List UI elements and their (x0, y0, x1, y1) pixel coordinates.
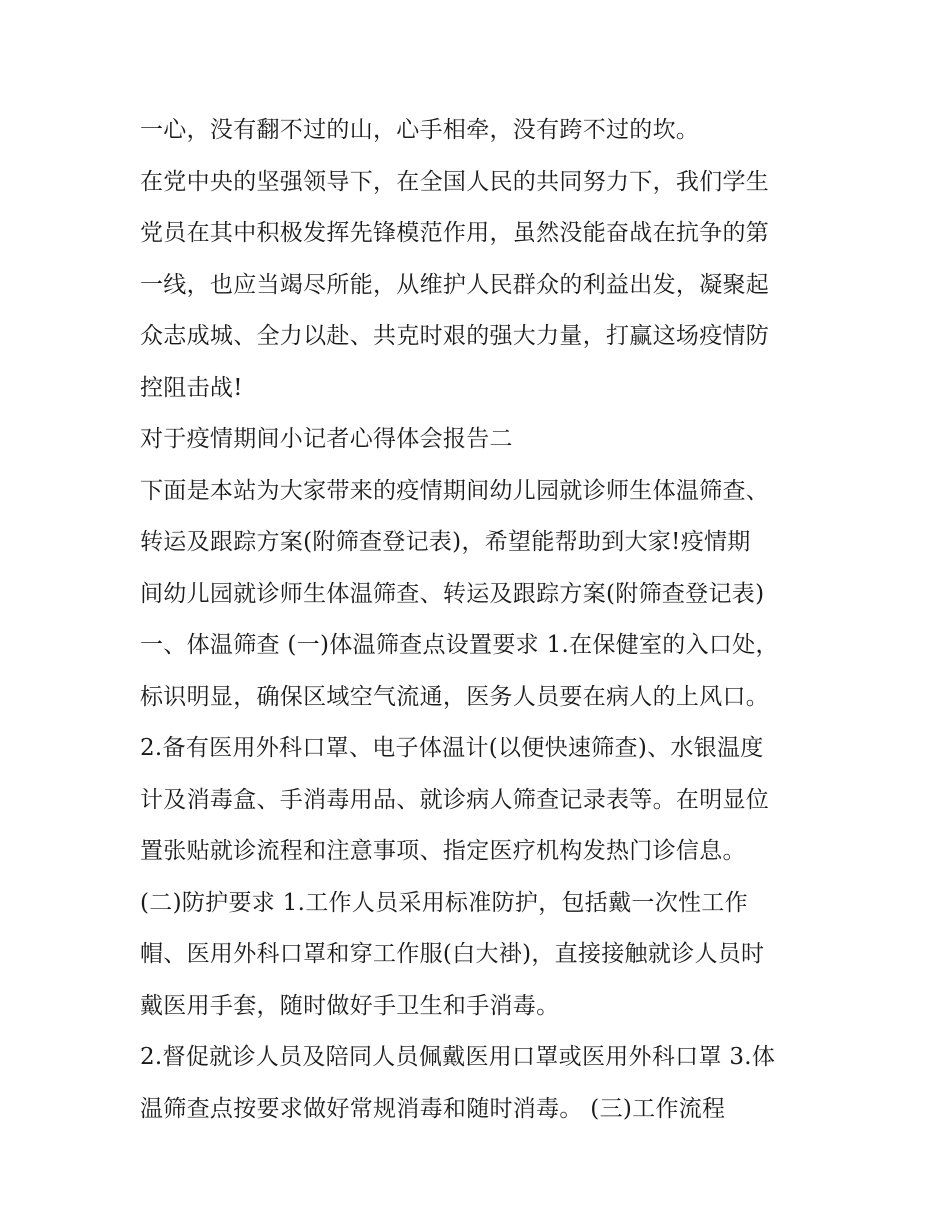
text-line: 在党中央的坚强领导下，在全国人民的共同努力下，我们学生 (140, 168, 770, 195)
text-line: 温筛查点按要求做好常规消毒和随时消毒。 (三)工作流程 (140, 1095, 726, 1122)
text-line: 一心，没有翻不过的山，心手相牵，没有跨不过的坎。 (140, 117, 700, 143)
text-line: 一、体温筛查 (一)体温筛查点设置要求 1.在保健室的入口处， (140, 632, 779, 658)
section-heading: 对于疫情期间小记者心得体会报告二 (140, 426, 513, 452)
text-line: 计及消毒盒、手消毒用品、就诊病人筛查记录表等。在明显位 (140, 786, 770, 813)
text-line: 控阻击战! (140, 374, 243, 401)
text-line: 下面是本站为大家带来的疫情期间幼儿园就诊师生体温筛查、 (140, 477, 770, 504)
text-line: 党员在其中积极发挥先锋模范作用，虽然没能奋战在抗争的第 (140, 220, 770, 246)
text-line: 标识明显，确保区域空气流通，医务人员要在病人的上风口。 (140, 683, 770, 710)
text-line: 众志成城、全力以赴、共克时艰的强大力量，打赢这场疫情防 (140, 323, 770, 349)
text-line: 2.备有医用外科口罩、电子体温计(以便快速筛查)、水银温度 (140, 735, 764, 761)
text-line: 2.督促就诊人员及陪同人员佩戴医用口罩或医用外科口罩 3.体 (140, 1044, 776, 1070)
text-line: 戴医用手套，随时做好手卫生和手消毒。 (140, 992, 560, 1019)
text-line: 帽、医用外科口罩和穿工作服(白大褂)，直接接触就诊人员时 (140, 941, 765, 967)
text-line: 间幼儿园就诊师生体温筛查、转运及跟踪方案(附筛查登记表) (140, 580, 765, 607)
text-line: 转运及跟踪方案(附筛查登记表)，希望能帮助到大家!疫情期 (140, 529, 751, 555)
text-line: 一线，也应当竭尽所能，从维护人民群众的利益出发，凝聚起 (140, 271, 770, 298)
text-line: 置张贴就诊流程和注意事项、指定医疗机构发热门诊信息。 (140, 838, 746, 864)
text-line: (二)防护要求 1.工作人员采用标准防护，包括戴一次性工作 (140, 889, 748, 916)
document-body (140, 105, 820, 1135)
